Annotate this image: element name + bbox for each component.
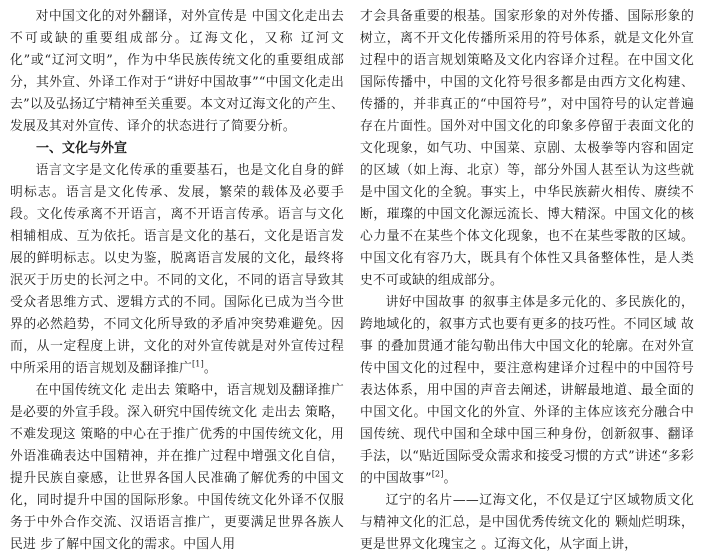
liaohai-paragraph: 辽宁的名片——辽海文化，不仅是辽宁区域物质文化与精神文化的汇总，是中国优秀传统文化的 颗灿烂明珠，更是世界文化瑰宝之 。辽海文化，从字面上讲， <box>360 493 694 552</box>
paragraph-text: 语言文字是文化传承的重要基石，也是文化自身的鲜明标志。语言是文化传承、发展，繁荣的载体及必要手段。文化传承离不开语言，离不开语言传承。语言与文化相辅相成、互为依托。语言是文化的基石，文化是语言发展的鲜明标志。以史为鉴，脱离语言发展的文化，最终将泯灭于历史的长河之中。不同的文化，不同的语言导致其受众者思维方式、逻辑方式的不同。国际化已成为当今世界的必然趋势，不同文化所导致的矛盾冲突势难避免。因而，从一定程度上讲，文化的对外宣传就是对外宣传过程中所采用的语言规划及翻译推广 <box>10 163 344 376</box>
paragraph-text: 讲好中国故事 的叙事主体是多元化的、多民族化的，跨地域化的，叙事方式也要有更多的技巧性。不同区域 故事 的叠加贯通才能勾勒出伟大中国文化的轮廓。在对外宣传中国文化的过程中，要注意构建译介过程中的中国符号 表达体系，用中国的声音去阐述，讲解最地道、最全面的中国文化。中国文化的外宣、外译的主体应该充分融合中国传统、现代中国和全球中国三种身份，创新叙事、翻译手法，以“贴近国际受众需求和接受习惯的方式”讲述“多彩的中国故事” <box>360 295 694 486</box>
left-column <box>10 6 344 552</box>
section-heading: 一、文化与外宣 <box>36 141 128 156</box>
paragraph-end: 。 <box>203 361 217 376</box>
right-column <box>360 6 694 552</box>
storytelling-paragraph <box>360 292 694 490</box>
continued-paragraph: 才会具备重要的根基。国家形象的对外传播、国际形象的树立，离不开文化传播所采用的符号体系，就是文化外宣过程中的语言规划策略及文化内容译介过程。在中国文化国际传播中，中国的文化符号很多都是由西方文化构建、传播的，并非真正的“中国符号”，对中国符号的认定普遍存在片面性。国外对中国文化的印象多停留于表面文化的文化现象，如气功、中国菜、京剧、太极拳等内容和固定的区域（如上海、北京）等，部分外国人甚至认为这些就是中国文化的全貌。事实上，中华民族薪火相传、赓续不断，璀璨的中国文化源远流长、博大精深。中国文化的核心力量不在某些个体文化现象，也不在某些零散的区域。中国文化有容乃大，既具有个体性又具备整体性，是人类史不可或缺的组成部分。 <box>360 9 694 288</box>
citation-ref: [1] <box>191 359 204 369</box>
language-culture-paragraph <box>10 160 344 380</box>
paragraph-end: 。 <box>443 471 457 486</box>
intro-paragraph: 对中国文化的对外翻译，对外宣传是 中国文化走出去 不可或缺的重要组成部分。辽海文化，又称 辽河文化”或“辽河文明”，作为中华民族传统文化的重要组成部分，其外宣、外译工作对于“讲好中国故事”“中国文化走出去”以及弘扬辽宁精神至关重要。本文对辽海文化的产生、发展及其对外宣传、译介的状态进行了简要分析。 <box>10 9 344 134</box>
citation-ref: [2] <box>431 469 444 479</box>
strategy-paragraph: 在中国传统文化 走出去 策略中，语言规划及翻译推广是必要的外宣手段。深入研究中国传统文化 走出去 策略，不难发现这 策略的中心在于推广优秀的中国传统文化，用外语准确表达中国精神，并在推广过程中增强文化自信，提升民族自豪感，让世界各国人民准确了解优秀的中国文化，同时提升中国的国际形象。中国传统文化外译不仅服务于中外合作交流、汉语语言推广，更要满足世界各族人民进 步了解中国文化的需求。中国人用 <box>10 383 344 552</box>
